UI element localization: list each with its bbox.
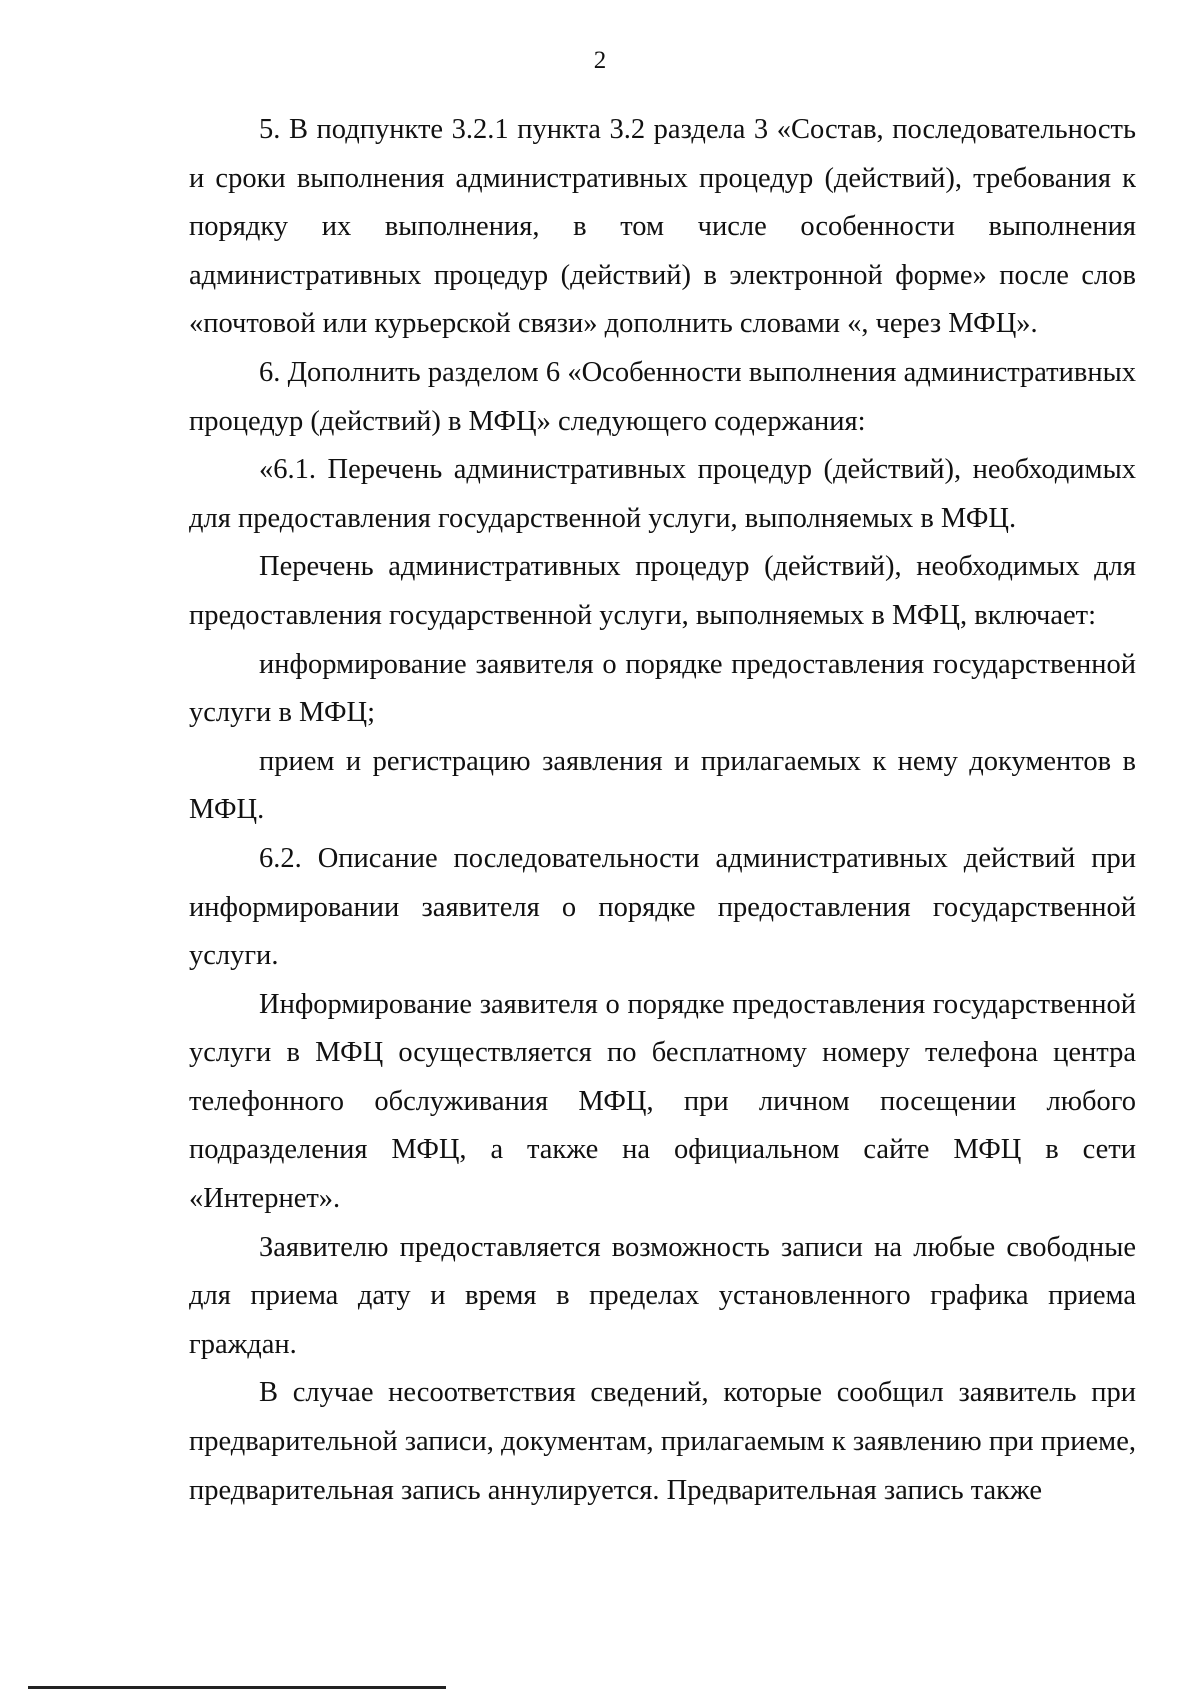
page-number: 2 (593, 47, 607, 74)
paragraph-list-informing: информирование заявителя о порядке предоставления государственной услуги в МФЦ; (189, 648, 1136, 729)
footer-divider (28, 1686, 446, 1689)
paragraph-appointment-cancel: В случае несоответствия сведений, которые сообщил заявитель при предварительной записи, документам, прилагаемым к заявлению при приеме, предварительная запись аннулируется. Предварительная запись также (189, 1377, 1136, 1506)
document-body (189, 106, 1136, 1515)
paragraph-item-5: 5. В подпункте 3.2.1 пункта 3.2 раздела 3 «Состав, последовательность и сроки выполнения административных процедур (действий), требования к порядку их выполнения, в том числе особенности выполнения административных процедур (действий) в электронной форме» после слов «почтовой или курьерской связи» дополнить словами «, через МФЦ». (189, 114, 1136, 340)
paragraph-item-6-1: «6.1. Перечень административных процедур (действий), необходимых для предоставления государственной услуги, выполняемых в МФЦ. (189, 454, 1136, 534)
paragraph-informing-channels: Информирование заявителя о порядке предоставления государственной услуги в МФЦ осуществляется по бесплатному номеру телефона центра телефонного обслуживания МФЦ, при личном посещении любого подразделения МФЦ, а также на официальном сайте МФЦ в сети «Интернет». (189, 988, 1136, 1215)
paragraph-item-6: 6. Дополнить разделом 6 «Особенности выполнения административных процедур (действий) в МФЦ» следующего содержания: (189, 356, 1136, 437)
paragraph-list-reception: прием и регистрацию заявления и прилагаемых к нему документов в МФЦ. (189, 745, 1136, 826)
paragraph-procedures-list-intro: Перечень административных процедур (действий), необходимых для предоставления государственной услуги, выполняемых в МФЦ, включает: (189, 551, 1136, 631)
paragraph-item-6-2: 6.2. Описание последовательности административных действий при информировании заявителя о порядке предоставления государственной услуги. (189, 842, 1136, 972)
paragraph-appointment: Заявителю предоставляется возможность записи на любые свободные для приема дату и время в пределах установленного графика приема граждан. (189, 1231, 1136, 1360)
